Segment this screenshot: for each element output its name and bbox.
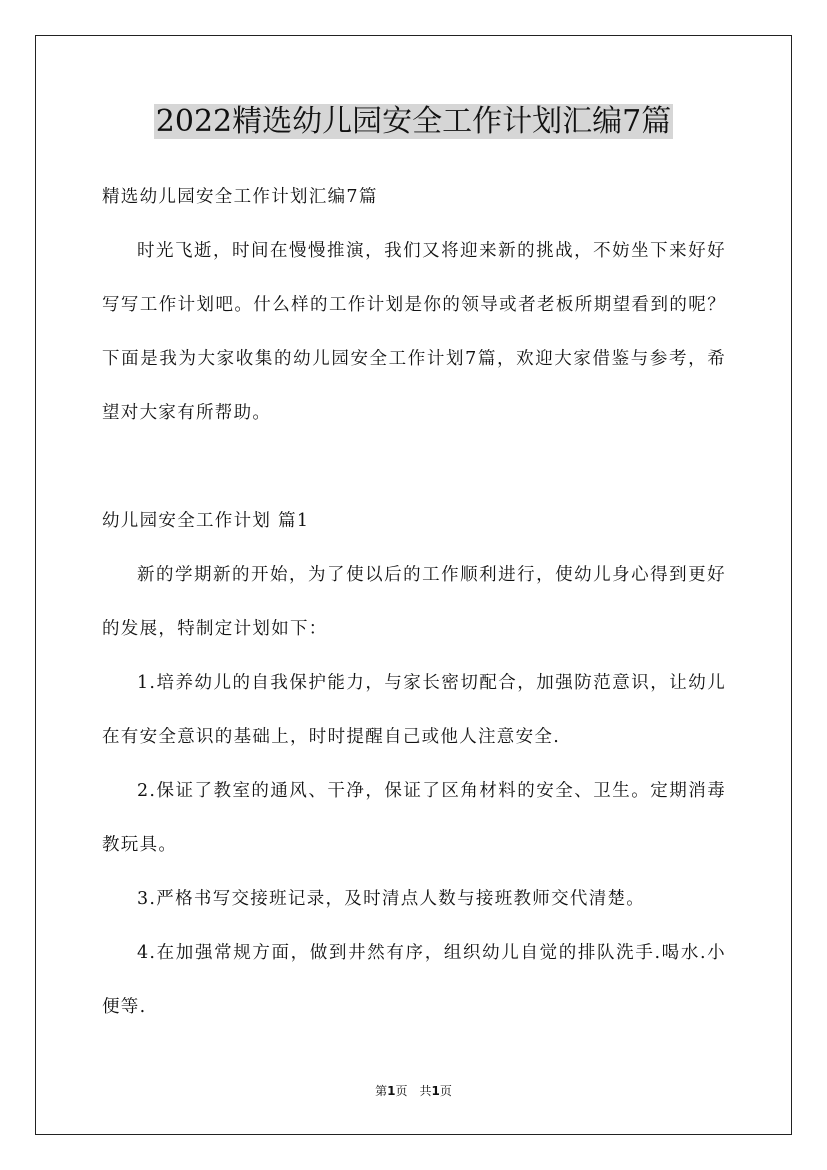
document-subtitle: 精选幼儿园安全工作计划汇编7篇 — [102, 187, 378, 207]
document-title — [0, 97, 827, 147]
list-item: 4.在加强常规方面，做到井然有序，组织幼儿自觉的排队洗手.喝水.小便等. — [102, 943, 726, 1017]
intro-paragraph: 时光飞逝，时间在慢慢推演，我们又将迎来新的挑战，不妨坐下来好好写写工作计划吧。什么样的工作计划是你的领导或者老板所期望看到的呢？下面是我为大家收集的幼儿园安全工作计划7篇，欢迎大家借鉴与参考，希望对大家有所帮助。 — [102, 241, 726, 423]
document-title-text: 2022精选幼儿园安全工作计划汇编7篇 — [155, 104, 672, 139]
section-heading: 幼儿园安全工作计划 篇1 — [102, 511, 310, 531]
page-mid: 页 共 — [395, 1084, 432, 1098]
page-total: 1 — [431, 1084, 440, 1098]
paragraph: 新的学期新的开始，为了使以后的工作顺利进行，使幼儿身心得到更好的发展，特制定计划如下： — [102, 565, 726, 639]
page-suffix: 页 — [439, 1084, 452, 1098]
list-item: 3.严格书写交接班记录，及时清点人数与接班教师交代清楚。 — [137, 889, 646, 909]
document-body — [102, 170, 726, 1034]
list-item: 1.培养幼儿的自我保护能力，与家长密切配合，加强防范意识，让幼儿在有安全意识的基础上，时时提醒自己或他人注意安全. — [102, 673, 726, 747]
page-current: 1 — [387, 1084, 396, 1098]
list-item: 2.保证了教室的通风、干净，保证了区角材料的安全、卫生。定期消毒教玩具。 — [102, 781, 726, 855]
page-prefix: 第 — [375, 1084, 388, 1098]
page-footer — [0, 1083, 827, 1099]
